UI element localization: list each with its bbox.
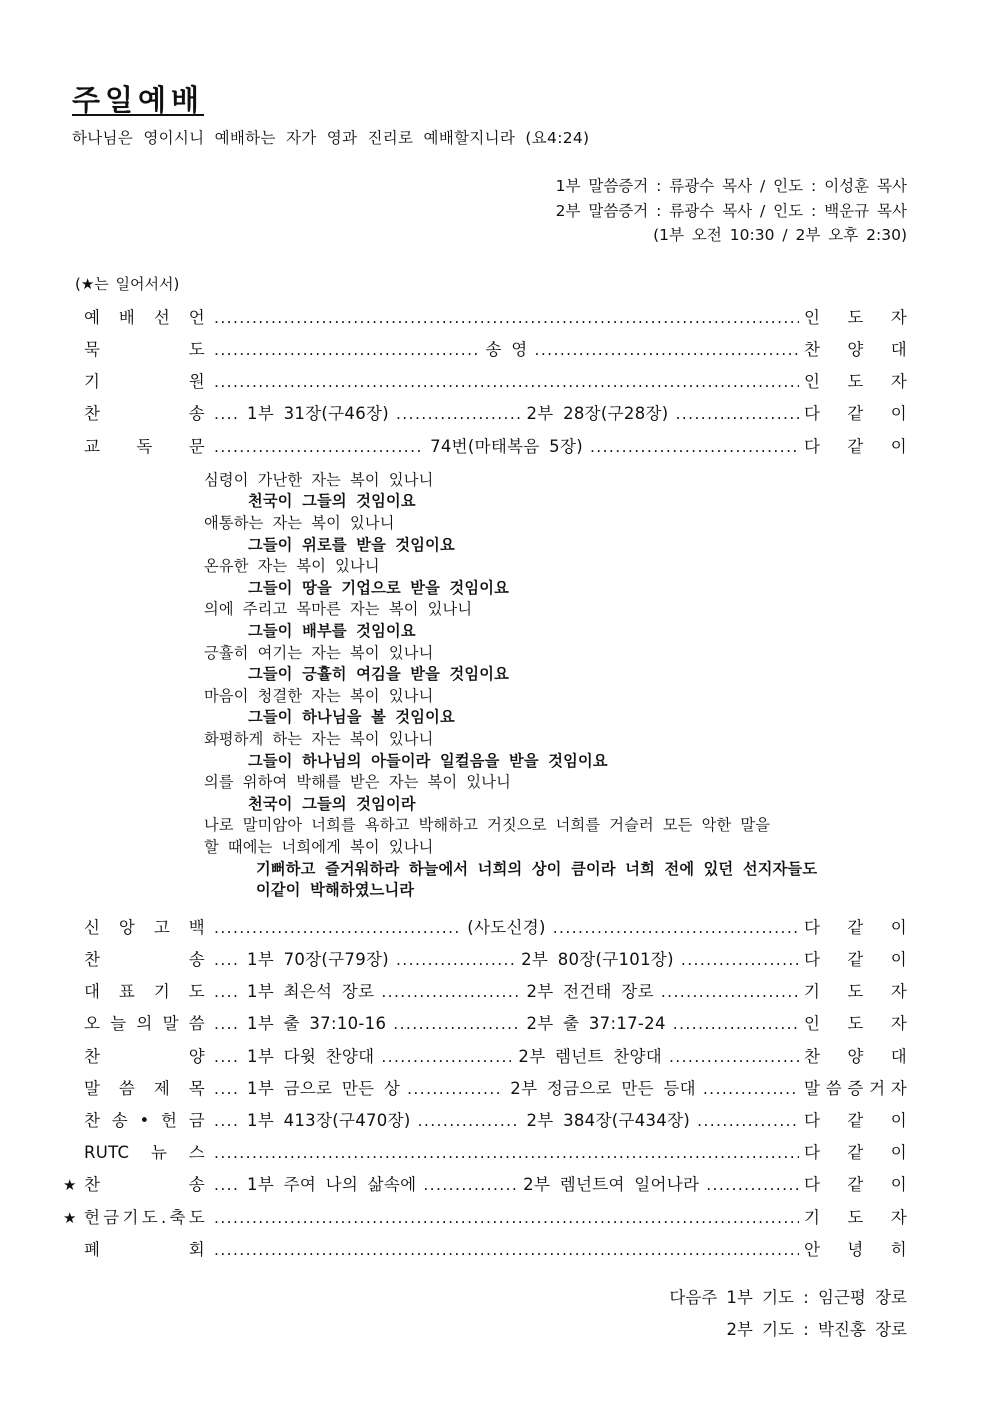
item-performer xyxy=(804,1169,907,1201)
label-char: 다 xyxy=(804,917,821,937)
dot-leader xyxy=(669,1041,799,1073)
dot-leader xyxy=(214,1073,240,1105)
item-detail: 2부 렘넌트 찬양대 xyxy=(518,1046,662,1066)
label-char: 기 xyxy=(153,982,171,1002)
scripture-line: 이같이 박해하였느니라 xyxy=(256,881,415,900)
order-row xyxy=(63,1234,907,1266)
order-row xyxy=(63,398,907,430)
dot-leader xyxy=(706,1169,799,1201)
label-char: 제 xyxy=(153,1078,171,1098)
order-row xyxy=(63,1073,907,1105)
label-char: 대 xyxy=(890,340,907,360)
scripture-line: 나로 말미암아 너희를 욕하고 박해하고 거짓으로 너희를 거슬러 모든 악한 말을 xyxy=(204,816,771,835)
order-row xyxy=(63,302,907,334)
label-char: 언 xyxy=(188,307,205,327)
leader-area xyxy=(211,1202,802,1234)
scripture-line: 그들이 긍휼히 여김을 받을 것임이요 xyxy=(248,665,510,684)
scripture-line: 그들이 배부를 것임이요 xyxy=(248,622,416,641)
label-char: 히 xyxy=(890,1239,907,1259)
item-detail: 1부 다윗 찬양대 xyxy=(247,1046,375,1066)
label-char: . xyxy=(160,1207,167,1227)
label-char: 기 xyxy=(804,1207,821,1227)
label-char: 뉴 xyxy=(150,1143,168,1163)
label-char: 신 xyxy=(84,917,101,937)
item-label xyxy=(84,1041,205,1073)
label-char: 기 xyxy=(122,1207,139,1227)
label-char: 찬 xyxy=(804,340,821,360)
dot-leader xyxy=(214,1234,799,1266)
stand-star-icon: ★ xyxy=(63,1208,77,1227)
label-char: 이 xyxy=(890,949,907,969)
scripture-line: 그들이 하나님을 볼 것임이요 xyxy=(248,708,455,727)
label-char: 다 xyxy=(804,949,821,969)
item-performer xyxy=(804,431,907,463)
scripture-line: 애통하는 자는 복이 있나니 xyxy=(204,514,395,533)
dot-leader xyxy=(214,398,240,430)
label-char: 다 xyxy=(804,436,821,456)
scripture-line: 긍휼히 여기는 자는 복이 있나니 xyxy=(204,643,434,662)
label-char: 도 xyxy=(188,982,205,1002)
dot-leader xyxy=(673,1008,799,1040)
item-label xyxy=(84,976,205,1008)
item-performer xyxy=(804,976,907,1008)
item-detail: 74번(마태복음 5장) xyxy=(430,436,583,456)
label-char: 찬 xyxy=(804,1046,821,1066)
item-label xyxy=(84,944,205,976)
scripture-line: 그들이 땅을 기업으로 받을 것임이요 xyxy=(248,578,510,597)
leader-area xyxy=(211,302,802,334)
dot-leader xyxy=(418,1105,520,1137)
label-char: 기 xyxy=(84,372,101,392)
item-label xyxy=(84,1169,205,1201)
next-week-prayer-2: 2부 기도 : 박진홍 장로 xyxy=(726,1319,907,1339)
label-char: 찬 xyxy=(84,1110,101,1130)
item-detail: 1부 70장(구79장) xyxy=(247,949,389,969)
order-row xyxy=(63,1202,907,1234)
label-char: 목 xyxy=(188,1078,205,1098)
dot-leader xyxy=(214,976,240,1008)
scripture-line: 할 때에는 너희에게 복이 있나니 xyxy=(204,837,434,856)
leader-area xyxy=(211,431,802,463)
item-label xyxy=(84,1008,205,1040)
leader-area xyxy=(211,976,802,1008)
item-performer xyxy=(804,1041,907,1073)
scripture-line: 의를 위하여 박해를 받은 자는 복이 있나니 xyxy=(204,773,511,792)
item-performer xyxy=(804,366,907,398)
item-label xyxy=(84,912,205,944)
label-char: 찬 xyxy=(84,949,101,969)
dot-leader xyxy=(393,1008,519,1040)
item-performer xyxy=(804,1137,907,1169)
item-performer xyxy=(804,398,907,430)
label-char: 자 xyxy=(890,982,907,1002)
dot-leader xyxy=(214,1008,240,1040)
item-detail: 2부 전건태 장로 xyxy=(526,982,654,1002)
order-row xyxy=(63,1169,907,1201)
stand-note: (★는 일어서서) xyxy=(75,274,180,293)
dot-leader xyxy=(553,912,799,944)
label-char: 송 xyxy=(188,949,205,969)
order-row xyxy=(63,912,907,944)
label-char: 회 xyxy=(188,1239,205,1259)
label-char: 자 xyxy=(890,1078,907,1098)
label-char: 도 xyxy=(188,340,205,360)
leader-area xyxy=(211,912,802,944)
label-char: 대 xyxy=(84,982,101,1002)
label-char: 씀 xyxy=(188,1014,205,1034)
scripture-line: 심령이 가난한 자는 복이 있나니 xyxy=(204,470,434,489)
label-char: 오 xyxy=(84,1014,101,1034)
order-row xyxy=(63,366,907,398)
label-char: 대 xyxy=(890,1046,907,1066)
item-detail: 2부 384장(구434장) xyxy=(526,1110,691,1130)
label-char: 안 xyxy=(804,1239,821,1259)
label-char: 다 xyxy=(804,1143,821,1163)
label-char: 거 xyxy=(869,1078,886,1098)
dot-leader xyxy=(661,976,799,1008)
label-char: 송 xyxy=(188,1175,205,1195)
label-char: 같 xyxy=(847,1110,864,1130)
label-char: 독 xyxy=(136,436,153,456)
label-char: 이 xyxy=(890,1143,907,1163)
dot-leader xyxy=(590,431,799,463)
dot-leader xyxy=(214,1041,240,1073)
label-char: 이 xyxy=(890,917,907,937)
item-performer xyxy=(804,1073,907,1105)
label-char: 도 xyxy=(847,982,864,1002)
dot-leader xyxy=(535,334,799,366)
leader-area xyxy=(211,1105,802,1137)
item-detail: 1부 413장(구470장) xyxy=(247,1110,411,1130)
scripture-line: 천국이 그들의 것임이라 xyxy=(248,794,416,813)
scripture-line: 의에 주리고 목마른 자는 복이 있나니 xyxy=(204,600,473,619)
label-char: 헌 xyxy=(84,1207,101,1227)
item-label xyxy=(84,334,205,366)
label-char: 찬 xyxy=(84,1175,101,1195)
dot-leader xyxy=(396,398,520,430)
label-char: 자 xyxy=(890,372,907,392)
item-detail: 2부 출 37:17-24 xyxy=(526,1014,666,1034)
order-row xyxy=(63,431,907,463)
label-char: 늘 xyxy=(110,1014,127,1034)
dot-leader xyxy=(407,1073,503,1105)
dot-leader xyxy=(214,912,460,944)
item-label xyxy=(84,1105,205,1137)
dot-leader xyxy=(675,398,799,430)
label-char: 다 xyxy=(804,1110,821,1130)
label-char: 말 xyxy=(804,1078,821,1098)
label-char: 고 xyxy=(153,917,171,937)
item-detail: 1부 31장(구46장) xyxy=(247,404,389,424)
scripture-line: 화평하게 하는 자는 복이 있나니 xyxy=(204,729,434,748)
dot-leader xyxy=(214,1137,799,1169)
order-row xyxy=(63,1105,907,1137)
dot-leader xyxy=(214,1202,799,1234)
item-performer xyxy=(804,912,907,944)
leader-area xyxy=(211,944,802,976)
dot-leader xyxy=(681,944,799,976)
dot-leader xyxy=(214,334,478,366)
label-char: 선 xyxy=(153,307,171,327)
label-char: 인 xyxy=(804,307,821,327)
item-detail: 1부 출 37:10-16 xyxy=(247,1014,387,1034)
scripture-line: 천국이 그들의 것임이요 xyxy=(248,492,416,511)
label-char: 씀 xyxy=(825,1078,842,1098)
scripture-line: 그들이 하나님의 아들이라 일컬음을 받을 것임이요 xyxy=(248,751,608,770)
label-char: 도 xyxy=(847,372,864,392)
label-char: 같 xyxy=(847,917,864,937)
label-char: 도 xyxy=(847,307,864,327)
item-label xyxy=(84,431,205,463)
label-char: RUTC xyxy=(84,1143,130,1163)
label-char: 표 xyxy=(118,982,136,1002)
item-performer xyxy=(804,1234,907,1266)
label-char: 자 xyxy=(890,1014,907,1034)
item-label xyxy=(84,302,205,334)
label-char: 백 xyxy=(188,917,205,937)
label-char: 도 xyxy=(847,1207,864,1227)
dot-leader xyxy=(214,944,240,976)
order-row xyxy=(63,944,907,976)
label-char: 도 xyxy=(188,1207,205,1227)
item-performer xyxy=(804,944,907,976)
label-char: 양 xyxy=(847,340,864,360)
item-label xyxy=(84,398,205,430)
scripture-line: 온유한 자는 복이 있나니 xyxy=(204,557,380,576)
label-char: 찬 xyxy=(84,1046,101,1066)
label-char: 다 xyxy=(804,404,821,424)
leader-area xyxy=(211,1234,802,1266)
dot-leader xyxy=(214,302,799,334)
leader-area xyxy=(211,398,802,430)
label-char: 같 xyxy=(847,436,864,456)
label-char: 묵 xyxy=(84,340,101,360)
item-performer xyxy=(804,302,907,334)
label-char: 앙 xyxy=(118,917,136,937)
service-info-block xyxy=(63,174,907,248)
label-char: 기 xyxy=(804,982,821,1002)
label-char: 금 xyxy=(188,1110,205,1130)
scripture-line: 기뻐하고 즐거워하라 하늘에서 너희의 상이 큼이라 너희 전에 있던 선지자들도 xyxy=(256,859,818,878)
order-of-worship-top xyxy=(63,302,907,463)
item-detail: (사도신경) xyxy=(467,917,546,937)
order-row xyxy=(63,1008,907,1040)
item-label xyxy=(84,1137,205,1169)
page-title: 주일예배 xyxy=(72,83,205,117)
order-row xyxy=(63,334,907,366)
item-performer xyxy=(804,1008,907,1040)
item-label xyxy=(84,366,205,398)
item-performer xyxy=(804,1202,907,1234)
label-char: 씀 xyxy=(118,1078,136,1098)
label-char: 예 xyxy=(84,307,101,327)
item-performer xyxy=(804,334,907,366)
service-info-line-1: 1부 말씀증거 : 류광수 목사 / 인도 : 이성훈 목사 xyxy=(555,177,907,196)
label-char: 녕 xyxy=(847,1239,864,1259)
order-row xyxy=(63,976,907,1008)
next-week-info-block xyxy=(63,1282,907,1346)
label-char: 이 xyxy=(890,436,907,456)
item-detail: 송 영 xyxy=(485,340,528,360)
label-char: 도 xyxy=(847,1014,864,1034)
leader-area xyxy=(211,1137,802,1169)
dot-leader xyxy=(703,1073,799,1105)
item-label xyxy=(84,1234,205,1266)
label-char: 다 xyxy=(804,1175,821,1195)
stand-star-icon: ★ xyxy=(63,1176,77,1195)
item-detail: 2부 정금으로 만든 등대 xyxy=(510,1078,696,1098)
dot-leader xyxy=(214,366,799,398)
item-detail: 2부 28장(구28장) xyxy=(526,404,669,424)
item-detail: 1부 금으로 만든 상 xyxy=(247,1078,401,1098)
label-char: 증 xyxy=(847,1078,864,1098)
label-char: 자 xyxy=(890,307,907,327)
label-char: 원 xyxy=(188,372,205,392)
leader-area xyxy=(211,334,802,366)
label-char: 양 xyxy=(847,1046,864,1066)
leader-area xyxy=(211,366,802,398)
scripture-line: 마음이 청결한 자는 복이 있나니 xyxy=(204,686,434,705)
label-char: 인 xyxy=(804,1014,821,1034)
leader-area xyxy=(211,1073,802,1105)
label-char: 송 xyxy=(111,1110,128,1130)
dot-leader xyxy=(214,1105,240,1137)
item-label xyxy=(84,1073,205,1105)
dot-leader xyxy=(214,1169,240,1201)
dot-leader xyxy=(423,1169,516,1201)
service-times: (1부 오전 10:30 / 2부 오후 2:30) xyxy=(653,226,907,245)
item-detail: 1부 최은석 장로 xyxy=(247,982,375,1002)
label-char: 도 xyxy=(141,1207,158,1227)
leader-area xyxy=(211,1041,802,1073)
label-char: 이 xyxy=(890,404,907,424)
service-info-line-2: 2부 말씀증거 : 류광수 목사 / 인도 : 백운규 목사 xyxy=(555,201,907,220)
item-detail: 2부 80장(구101장) xyxy=(521,949,674,969)
order-of-worship-bottom xyxy=(63,912,907,1266)
label-char: 인 xyxy=(804,372,821,392)
label-char: 말 xyxy=(84,1078,101,1098)
leader-area xyxy=(211,1169,802,1201)
dot-leader xyxy=(381,1041,511,1073)
label-char: 같 xyxy=(847,404,864,424)
leader-area xyxy=(211,1008,802,1040)
label-char: • xyxy=(139,1110,150,1130)
label-char: 같 xyxy=(847,1175,864,1195)
label-char: 스 xyxy=(188,1143,205,1163)
label-char: 이 xyxy=(890,1110,907,1130)
next-week-prayer-1: 다음주 1부 기도 : 임근평 장로 xyxy=(669,1287,907,1307)
dot-leader xyxy=(396,944,514,976)
label-char: 폐 xyxy=(84,1239,101,1259)
order-row xyxy=(63,1041,907,1073)
item-detail: 2부 렘넌트여 일어나라 xyxy=(523,1175,700,1195)
dot-leader xyxy=(214,431,423,463)
order-row xyxy=(63,1137,907,1169)
label-char: 찬 xyxy=(84,404,101,424)
item-performer xyxy=(804,1105,907,1137)
responsive-reading-text xyxy=(204,470,907,902)
label-char: 헌 xyxy=(161,1110,178,1130)
label-char: 같 xyxy=(847,949,864,969)
label-char: 교 xyxy=(84,436,101,456)
label-char: 금 xyxy=(103,1207,120,1227)
item-label xyxy=(84,1202,205,1234)
dot-leader xyxy=(381,976,519,1008)
label-char: 의 xyxy=(136,1014,153,1034)
dot-leader xyxy=(697,1105,799,1137)
label-char: 송 xyxy=(188,404,205,424)
label-char: 이 xyxy=(890,1175,907,1195)
label-char: 같 xyxy=(847,1143,864,1163)
label-char: 배 xyxy=(118,307,136,327)
label-char: 자 xyxy=(890,1207,907,1227)
item-detail: 1부 주여 나의 삶속에 xyxy=(247,1175,417,1195)
label-char: 말 xyxy=(162,1014,179,1034)
label-char: 문 xyxy=(188,436,205,456)
label-char: 축 xyxy=(169,1207,186,1227)
scripture-verse-subtitle: 하나님은 영이시니 예배하는 자가 영과 진리로 예배할지니라 (요4:24) xyxy=(72,129,590,148)
scripture-line: 그들이 위로를 받을 것임이요 xyxy=(248,535,455,554)
label-char: 양 xyxy=(188,1046,205,1066)
